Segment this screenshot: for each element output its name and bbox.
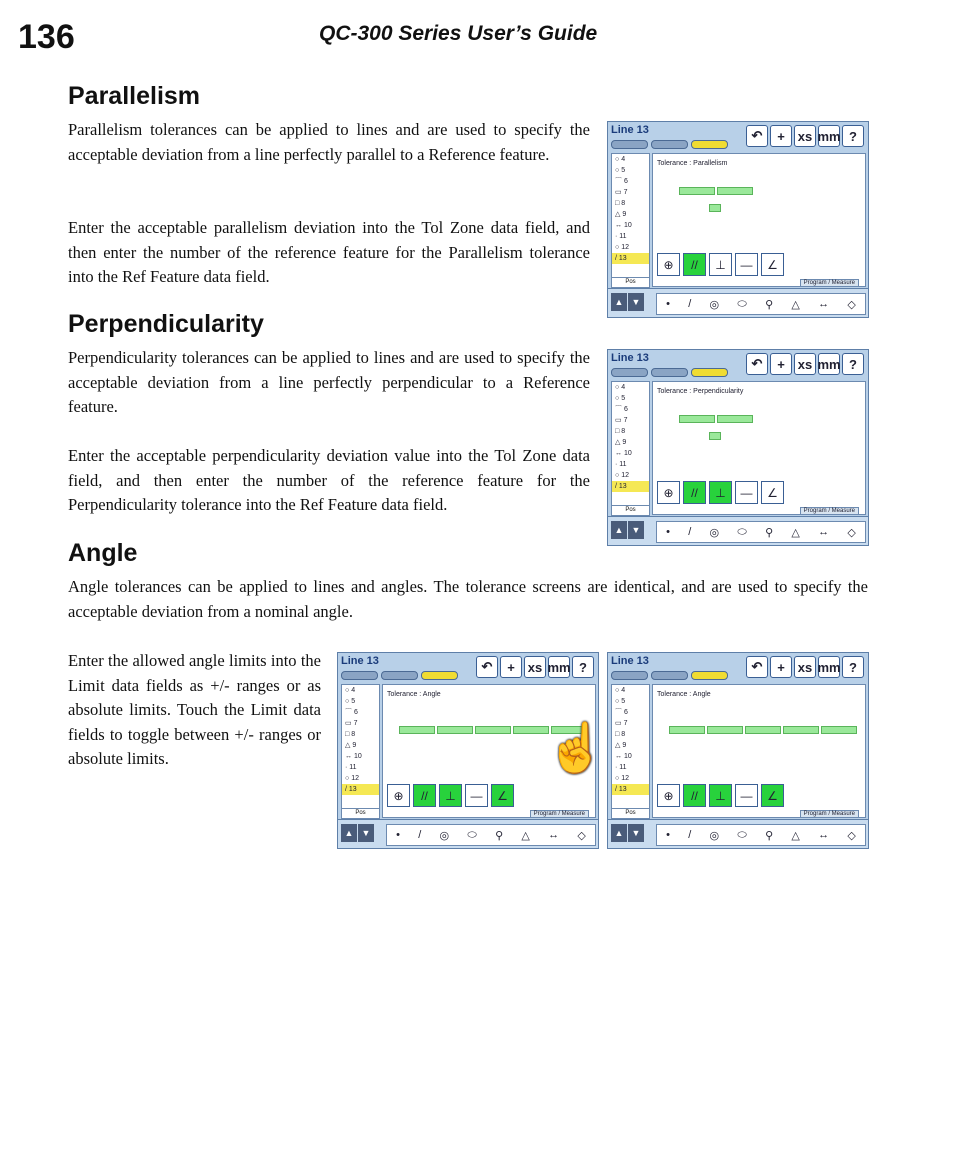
perpendicular-icon[interactable]: ⊥ xyxy=(709,481,732,504)
angle-screen-left: Line 13 ↶ + xs mm ? ○ 4 ○ 5 ⌒ 6 ▭ 7 □ 8 △ 9 ↔ 10 · 11 ○ 12 / 13 Pos Tolerance : Angle ⊕ // ⊥ — ∠ Program / Measure ☝ ▲ ▼ • / ◎ ⬭ ⚲ △ ↔ ◇ xyxy=(337,652,599,849)
perpendicular-icon[interactable]: ⊥ xyxy=(709,253,732,276)
page-number: 136 xyxy=(18,18,75,56)
parallelism-para-1: Parallelism tolerances can be applied to lines and are used to specify the acceptable deviation from a line perfectly parallel to a Reference feature. xyxy=(68,120,590,164)
parallelism-para-2: Enter the acceptable parallelism deviation into the Tol Zone data field, and then enter the number of the reference feature for the Parallelism tolerance into the Ref Feature data field. xyxy=(68,218,590,286)
running-title: QC-300 Series User’s Guide xyxy=(319,22,598,45)
straightness-icon[interactable]: — xyxy=(735,253,758,276)
parallel-icon[interactable]: // xyxy=(683,253,706,276)
position-icon[interactable]: ⊕ xyxy=(657,253,680,276)
help-icon[interactable]: ? xyxy=(842,125,864,147)
angle-screen-right: Line 13 ↶ + xs mm ? ○ 4 ○ 5 ⌒ 6 ▭ 7 □ 8 △ 9 ↔ 10 · 11 ○ 12 / 13 Pos Tolerance : Angle ⊕ // ⊥ — ∠ Program / Measure ▲ ▼ • / ◎ ⬭ ⚲ △ ↔ ◇ xyxy=(607,652,869,849)
screen-title: Line 13 xyxy=(611,124,649,136)
angle-icon[interactable]: ∠ xyxy=(761,784,784,807)
mm-button[interactable]: mm xyxy=(818,656,840,678)
parallel-icon[interactable]: // xyxy=(683,481,706,504)
pos-label[interactable]: Pos xyxy=(611,277,650,288)
position-icon[interactable]: ⊕ xyxy=(387,784,410,807)
feature-list[interactable]: ○ 4 ○ 5 ⌒ 6 ▭ 7 □ 8 △ 9 ↔ 10 · 11 ○ 12 / 13 xyxy=(611,381,650,508)
tolerance-pane: Tolerance : Parallelism ⊕ // ⊥ — ∠ Program / Measure xyxy=(652,153,866,287)
angle-icon[interactable]: ∠ xyxy=(491,784,514,807)
perpendicular-icon[interactable]: ⊥ xyxy=(709,784,732,807)
crosshair-icon[interactable]: + xyxy=(770,353,792,375)
crosshair-icon[interactable]: + xyxy=(770,656,792,678)
undo-icon[interactable]: ↶ xyxy=(746,656,768,678)
crosshair-icon[interactable]: + xyxy=(500,656,522,678)
heading-angle: Angle xyxy=(68,539,138,567)
xs-button[interactable]: xs xyxy=(794,656,816,678)
pointing-hand-icon: ☝ xyxy=(546,722,606,775)
undo-icon[interactable]: ↶ xyxy=(476,656,498,678)
tolerance-pane: Tolerance : Angle ⊕ // ⊥ — ∠ Program / Measure xyxy=(382,684,596,818)
parallel-icon[interactable]: // xyxy=(683,784,706,807)
mm-button[interactable]: mm xyxy=(818,125,840,147)
scroll-up-icon[interactable]: ▲ xyxy=(611,521,627,539)
position-icon[interactable]: ⊕ xyxy=(657,784,680,807)
angle-icon[interactable]: ∠ xyxy=(761,481,784,504)
undo-icon[interactable]: ↶ xyxy=(746,125,768,147)
help-icon[interactable]: ? xyxy=(842,656,864,678)
heading-parallelism: Parallelism xyxy=(68,82,201,110)
undo-icon[interactable]: ↶ xyxy=(746,353,768,375)
heading-perpendicularity: Perpendicularity xyxy=(68,310,264,338)
xs-button[interactable]: xs xyxy=(794,125,816,147)
feature-toolbar[interactable]: • / ◎ ⬭ ⚲ △ ↔ ◇ xyxy=(656,521,866,543)
perpendicularity-screen: Line 13 ↶ + xs mm ? ○ 4 ○ 5 ⌒ 6 ▭ 7 □ 8 △ 9 ↔ 10 · 11 ○ 12 / 13 Pos Tolerance : Perpendicularity ⊕ // ⊥ — ∠ Program / Measure ▲ ▼ • / ◎ ⬭ ⚲ △ ↔ ◇ xyxy=(607,349,869,546)
feature-list[interactable]: ○ 4 ○ 5 ⌒ 6 ▭ 7 □ 8 △ 9 ↔ 10 · 11 ○ 12 / 13 xyxy=(341,684,380,811)
parallel-icon[interactable]: // xyxy=(413,784,436,807)
angle-icon[interactable]: ∠ xyxy=(761,253,784,276)
scroll-down-icon[interactable]: ▼ xyxy=(358,824,374,842)
tolerance-pane: Tolerance : Perpendicularity ⊕ // ⊥ — ∠ Program / Measure xyxy=(652,381,866,515)
mm-button[interactable]: mm xyxy=(548,656,570,678)
perpendicular-icon[interactable]: ⊥ xyxy=(439,784,462,807)
perpendicularity-para-1: Perpendicularity tolerances can be applied to lines and are used to specify the acceptable deviation from a line perfectly perpendicular to a Reference feature. xyxy=(68,348,590,416)
straightness-icon[interactable]: — xyxy=(735,481,758,504)
straightness-icon[interactable]: — xyxy=(465,784,488,807)
scroll-down-icon[interactable]: ▼ xyxy=(628,293,644,311)
scroll-up-icon[interactable]: ▲ xyxy=(341,824,357,842)
scroll-down-icon[interactable]: ▼ xyxy=(628,521,644,539)
parallelism-screen xyxy=(607,121,869,318)
help-icon[interactable]: ? xyxy=(842,353,864,375)
mm-button[interactable]: mm xyxy=(818,353,840,375)
feature-list[interactable]: ○ 4 ○ 5 ⌒ 6 ▭ 7 □ 8 △ 9 ↔ 10 · 11 ○ 12 / 13 xyxy=(611,684,650,811)
scroll-up-icon[interactable]: ▲ xyxy=(611,293,627,311)
scroll-up-icon[interactable]: ▲ xyxy=(611,824,627,842)
perpendicularity-para-2: Enter the acceptable perpendicularity deviation value into the Tol Zone data field, and then enter the number of the reference feature for the Perpendicularity tolerance into the Ref Feature data field. xyxy=(68,446,590,514)
crosshair-icon[interactable]: + xyxy=(770,125,792,147)
feature-list[interactable]: ○ 4 ○ 5 ⌒ 6 ▭ 7 □ 8 △ 9 ↔ 10 · 11 ○ 12 / 13 xyxy=(611,153,650,280)
feature-toolbar[interactable]: • / ◎ ⬭ ⚲ △ ↔ ◇ xyxy=(656,293,866,315)
xs-button[interactable]: xs xyxy=(524,656,546,678)
angle-para-1: Angle tolerances can be applied to lines and angles. The tolerance screens are identical, and are used to specify the acceptable deviation from a nominal angle. xyxy=(68,577,868,621)
xs-button[interactable]: xs xyxy=(794,353,816,375)
angle-para-2: Enter the allowed angle limits into the Limit data fields as +/- ranges or as absolute limits. Touch the Limit data fields to toggle between +/- ranges or absolute limits. xyxy=(68,651,321,768)
tolerance-pane: Tolerance : Angle ⊕ // ⊥ — ∠ Program / Measure xyxy=(652,684,866,818)
help-icon[interactable]: ? xyxy=(572,656,594,678)
position-icon[interactable]: ⊕ xyxy=(657,481,680,504)
scroll-down-icon[interactable]: ▼ xyxy=(628,824,644,842)
straightness-icon[interactable]: — xyxy=(735,784,758,807)
feature-toolbar[interactable]: • / ◎ ⬭ ⚲ △ ↔ ◇ xyxy=(386,824,596,846)
feature-toolbar[interactable]: • / ◎ ⬭ ⚲ △ ↔ ◇ xyxy=(656,824,866,846)
